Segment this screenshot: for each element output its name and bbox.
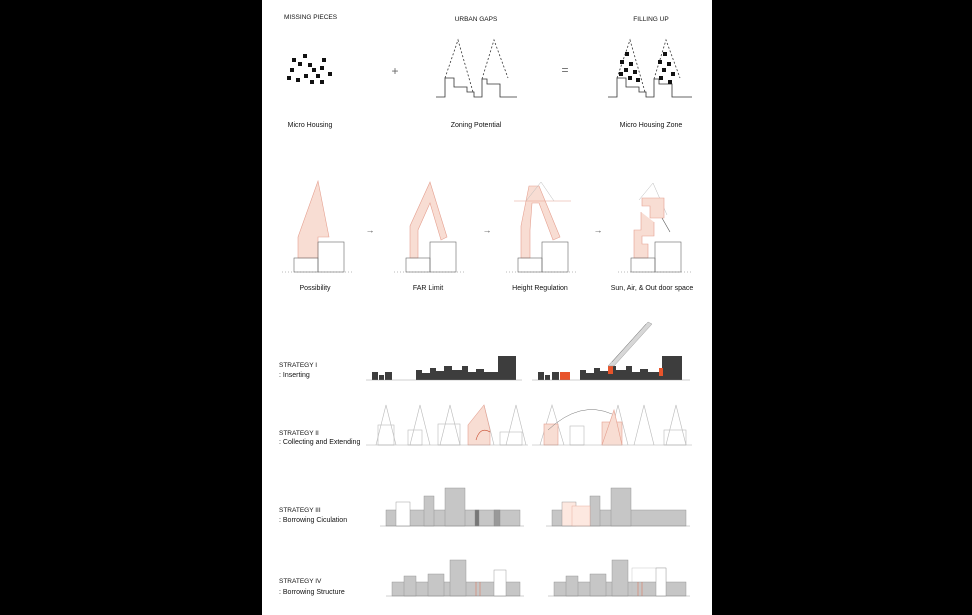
strategy-2-before xyxy=(366,405,528,445)
strategy-1-after xyxy=(532,322,690,380)
caption-micro-housing-zone: Micro Housing Zone xyxy=(619,122,683,129)
strategy-4-before xyxy=(386,560,524,596)
heading-urban-gaps: URBAN GAPS xyxy=(454,16,498,23)
strategy-4-subtitle: : Borrowing Structure xyxy=(279,589,345,596)
arrow-2: → xyxy=(482,225,492,235)
strategy-3-after xyxy=(546,488,690,526)
urban-gaps-skyline xyxy=(436,40,517,97)
equals-operator: = xyxy=(561,63,569,77)
strategy-1-before xyxy=(366,356,522,380)
plus-operator: + xyxy=(391,64,399,78)
strategy-3-title: STRATEGY III xyxy=(279,507,321,514)
height-regulation-diagram xyxy=(506,182,578,272)
heading-filling-up: FILLING UP xyxy=(633,16,669,23)
arrow-3: → xyxy=(593,225,603,235)
micro-housing-dots xyxy=(287,54,332,84)
caption-far-limit: FAR Limit xyxy=(412,285,444,292)
strategy-2-title: STRATEGY II xyxy=(279,430,319,437)
caption-micro-housing: Micro Housing xyxy=(287,122,333,129)
strategy-4-after xyxy=(548,560,690,596)
strategy-1-title: STRATEGY I xyxy=(279,362,318,369)
caption-sun-air-outdoor: Sun, Air, & Out door space xyxy=(610,285,694,292)
caption-possibility: Possibility xyxy=(299,285,331,292)
diagram-graphics xyxy=(262,0,712,615)
sun-air-outdoor-diagram xyxy=(618,183,692,272)
possibility-diagram xyxy=(282,181,354,272)
strategy-1-subtitle: : Inserting xyxy=(279,372,310,379)
strategy-3-before xyxy=(380,488,524,526)
strategy-2-subtitle: : Collecting and Extending xyxy=(279,439,361,446)
strategy-4-title: STRATEGY IV xyxy=(279,578,322,585)
caption-height-regulation: Height Regulation xyxy=(512,285,568,292)
diagram-sheet xyxy=(262,0,712,615)
arrow-1: → xyxy=(365,225,375,235)
filling-up-skyline xyxy=(608,40,692,97)
heading-missing-pieces: MISSING PIECES xyxy=(284,14,338,21)
caption-zoning-potential: Zoning Potential xyxy=(450,122,502,129)
strategy-3-subtitle: : Borrowing Ciculation xyxy=(279,517,348,524)
far-limit-diagram xyxy=(394,182,466,272)
strategy-2-after xyxy=(532,405,692,445)
